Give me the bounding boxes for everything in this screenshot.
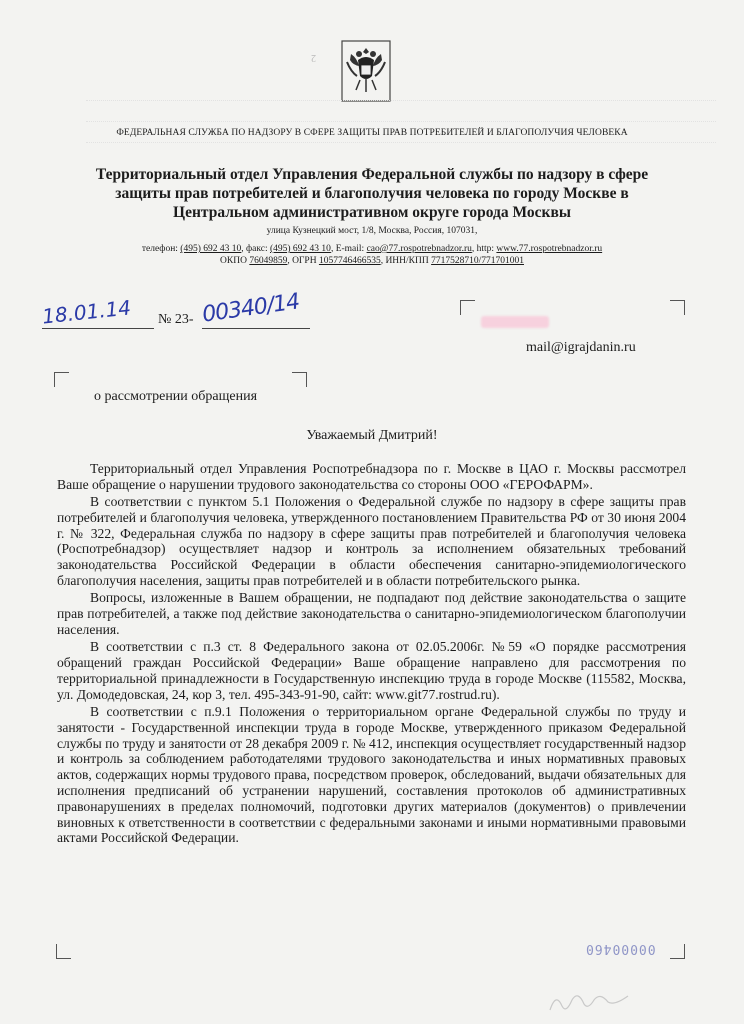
- website-link[interactable]: www.77.rospotrebnadzor.ru: [496, 244, 603, 254]
- email-link[interactable]: cao@77.rospotrebnadzor.ru: [366, 244, 472, 254]
- number-underline: [202, 328, 310, 329]
- stamp-number: 00000460: [585, 941, 656, 956]
- handwritten-reg-number: 00340/14: [200, 289, 301, 328]
- email-label: E-mail:: [335, 244, 365, 254]
- letter-body: [57, 461, 686, 848]
- faint-signature: [546, 990, 636, 1014]
- phone[interactable]: (495) 692 43 10: [180, 244, 242, 254]
- paragraph: Вопросы, изложенные в Вашем обращении, не подпадают под действие законодательства о защите прав потребителей, а также под действие законодательства о санитарно-эпидемиологическом благополучии населения.: [57, 590, 686, 637]
- bottom-corner-right: [670, 944, 685, 959]
- paragraph: В соответствии с п.3 ст. 8 Федерального закона от 02.05.2006г. №59 «О порядке рассмотрения обращений граждан Российской Федерации» Ваше обращение направлено для рассмотрения по территориальной принадлежности в Государственную инспекцию труда в городе Москве (115582, Москва, ул. Домодедовская, 24, кор 3, тел. 495-343-91-90, сайт: www.git77.rostrud.ru).: [57, 639, 686, 702]
- fax-label: факс:: [246, 244, 268, 254]
- paragraph: Территориальный отдел Управления Роспотребнадзора по г. Москве в ЦАО г. Москвы рассмотрел Ваше обращение о нарушении трудового законодательства со стороны ООО «ГЕРОФАРМ».: [57, 461, 686, 492]
- department-name: Территориальный отдел Управления Федеральной службы по надзору в сфере защиты прав потребителей и благополучия человека по городу Москве в Центральном административном округе города Москвы: [95, 166, 649, 221]
- salutation: Уважаемый Дмитрий!: [306, 428, 438, 443]
- handwritten-date: 18.01.14: [40, 295, 133, 329]
- bottom-corner-left: [56, 944, 71, 959]
- ogrn: 1057746466535: [318, 256, 381, 266]
- contacts-block: телефон: (495) 692 43 10, факс: (495) 692 43 10, E-mail: cao@77.rospotrebnadzor.ru, http: www.77.rospotrebnadzor.ru ОКПО 76049859, ОГРН 1057746466535, ИНН/КПП 7717528710/771701001: [141, 244, 603, 266]
- address: улица Кузнецкий мост, 1/8, Москва, Россия, 107031,: [266, 226, 478, 236]
- inn: 7717528710/771701001: [431, 256, 524, 266]
- paragraph: В соответствии с пунктом 5.1 Положения о Федеральной службе по надзору в сфере защиты прав потребителей и благополучия человека, утвержденного постановлением Правительства РФ от 30 июня 2004 г. № 322, Федеральная служба по надзору в сфере защиты прав потребителей и благополучия человека (Роспотребнадзор) осуществляет надзор и контроль за исполнением обязательных требований законодательства Российской Федерации в области обеспечения санитарно-эпидемиологического благополучия населения, защиты прав потребителей и в области потребительского рынка.: [57, 494, 686, 589]
- reg-number-label: № 23-: [158, 312, 194, 327]
- redacted-name: [481, 316, 549, 328]
- http-label: http:: [476, 244, 495, 254]
- recipient-corner-tr: [670, 300, 685, 315]
- date-underline: [42, 328, 154, 329]
- recipient-email: mail@igrajdanin.ru: [526, 340, 636, 355]
- ogrn-label: ОГРН: [292, 256, 317, 266]
- okpo: 76049859: [249, 256, 288, 266]
- agency-name: ФЕДЕРАЛЬНАЯ СЛУЖБА ПО НАДЗОРУ В СФЕРЕ ЗАЩИТЫ ПРАВ ПОТРЕБИТЕЛЕЙ И БЛАГОПОЛУЧИЯ ЧЕЛОВЕКА: [116, 128, 628, 138]
- phone-label: телефон:: [141, 244, 178, 254]
- fax[interactable]: (495) 692 43 10: [269, 244, 331, 254]
- subject-corner-tl: [54, 372, 69, 387]
- page-number: 2: [311, 52, 316, 63]
- inn-label: ИНН/КПП: [385, 256, 429, 266]
- paragraph: В соответствии с п.9.1 Положения о территориальном органе Федеральной службы по труду и занятости - Государственной инспекции труда в городе Москве, утвержденного приказом Федеральной службы по труду и занятости от 28 декабря 2009 г. № 412, инспекция осуществляет государственный надзор и контроль за соблюдением работодателями трудового законодательства и иных нормативных правовых актов, содержащих нормы трудового права, посредством проверок, обследований, выдачи обязательных для исполнения предписаний об устранении нарушений, составления протоколов об административных правонарушениях в пределах полномочий, подготовки других материалов (документов) о привлечении виновных к ответственности в соответствии с федеральными законами и иными нормативными правовыми актами Российской Федерации.: [57, 703, 687, 846]
- recipient-corner-tl: [460, 300, 475, 315]
- subject-corner-tr: [292, 372, 307, 387]
- subject: о рассмотрении обращения: [94, 389, 258, 404]
- okpo-label: ОКПО: [220, 256, 247, 266]
